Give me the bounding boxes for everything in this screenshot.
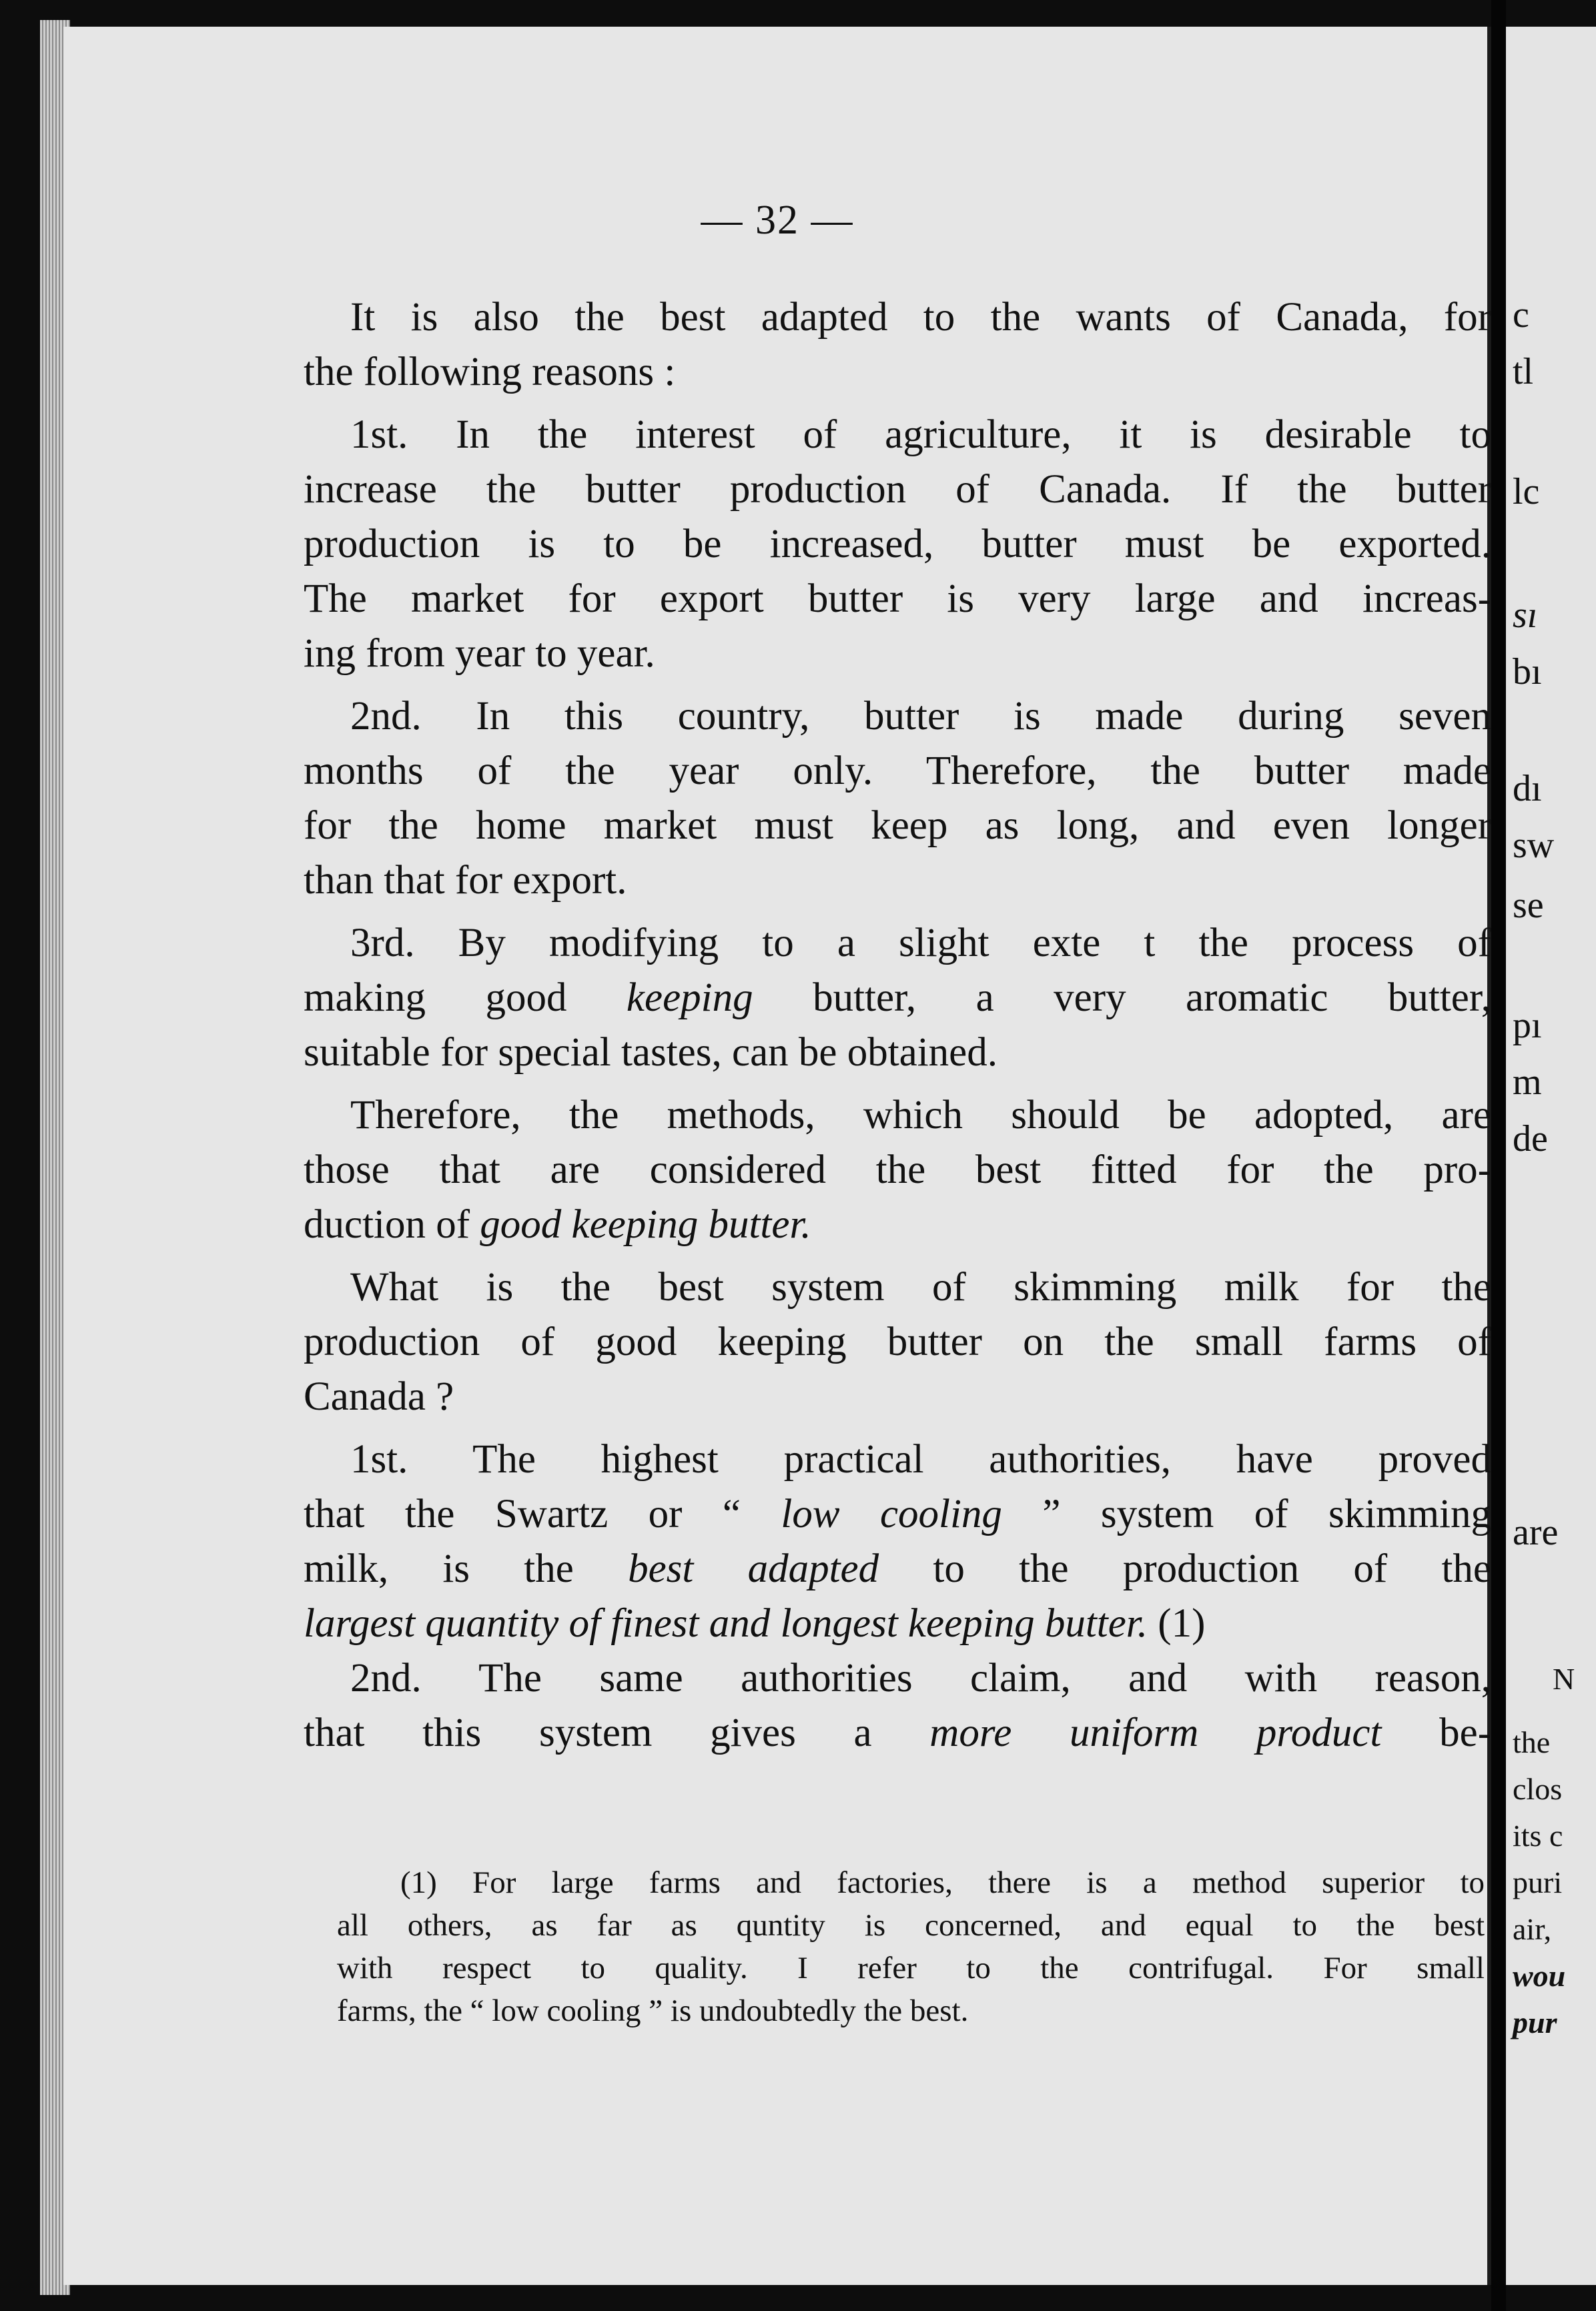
text-line: suitable for special tastes, can be obtained.	[304, 1030, 998, 1075]
italic-text: largest quantity of finest and longest keeping butter.	[304, 1601, 1148, 1646]
text-line: 2nd. In this country, butter is made during seven	[350, 694, 1491, 739]
text-line: 3rd. By modifying to a slight exte t the process of	[350, 921, 1491, 965]
fragment-text: bı	[1513, 651, 1542, 692]
fragment-text: m	[1513, 1061, 1542, 1103]
paragraph-2	[304, 408, 1491, 681]
text-line: months of the year only. Therefore, the butter made	[304, 749, 1491, 793]
text-line: production of good keeping butter on the small farms of	[304, 1320, 1491, 1364]
fragment-text: sw	[1513, 825, 1555, 866]
text-line: increase the butter production of Canada. If the butter	[304, 467, 1491, 512]
fragment-text: its c	[1513, 1819, 1563, 1853]
text-line: ing from year to year.	[304, 631, 655, 676]
text-line: Canada ?	[304, 1374, 454, 1419]
paragraph-5	[304, 1088, 1491, 1252]
text-line: production is to be increased, butter must be exported.	[304, 522, 1491, 566]
paragraph-6	[304, 1260, 1491, 1424]
text-line: What is the best system of skimming milk for the	[350, 1265, 1491, 1310]
paragraph-1	[304, 290, 1491, 400]
footnote-line: with respect to quality. I refer to the contrifugal. For small	[337, 1951, 1485, 1985]
footnote	[337, 1861, 1485, 2032]
fragment-text: lc	[1513, 471, 1540, 512]
paragraph-7	[304, 1432, 1491, 1651]
text-line: milk, is the best adapted to the production of the	[304, 1546, 1491, 1591]
fragment-text: pur	[1513, 2005, 1557, 2039]
fragment-text: pı	[1513, 1005, 1542, 1046]
text-line: the following reasons :	[304, 350, 676, 394]
text-line: largest quantity of finest and longest keeping butter. (1)	[304, 1601, 1206, 1646]
text-line: The market for export butter is very large and increas-	[304, 576, 1491, 621]
footnote-line: all others, as far as quntity is concerned, and equal to the best	[337, 1908, 1485, 1943]
italic-text: best adapted	[628, 1546, 879, 1591]
footnote-line: farms, the “ low cooling ” is undoubtedly the best.	[337, 1993, 969, 2028]
fragment-text: puri	[1513, 1865, 1563, 1899]
body-text	[304, 290, 1491, 1761]
text-line: those that are considered the best fitted for the pro-	[304, 1147, 1491, 1192]
fragment-text: de	[1513, 1118, 1548, 1160]
text-line: that this system gives a more uniform product be-	[304, 1711, 1492, 1755]
italic-text: good keeping butter.	[480, 1202, 811, 1247]
footnote-line: (1) For large farms and factories, there is a method superior to	[400, 1865, 1485, 1900]
text-line: duction of good keeping butter.	[304, 1202, 811, 1247]
fragment-text: tl	[1513, 351, 1534, 392]
right-page-fragment	[1506, 27, 1596, 2285]
text-line: It is also the best adapted to the wants of Canada, for	[350, 295, 1491, 340]
fragment-text: N	[1553, 1662, 1575, 1696]
text-line: for the home market must keep as long, and even longer	[304, 803, 1491, 848]
paragraph-3	[304, 689, 1491, 908]
book-gutter	[1491, 0, 1506, 2311]
fragment-text: clos	[1513, 1772, 1563, 1806]
text-line: 1st. In the interest of agriculture, it is desirable to	[350, 412, 1491, 457]
fragment-text: the	[1513, 1725, 1551, 1759]
fragment-text: c	[1513, 294, 1529, 336]
fragment-text: wou	[1513, 1959, 1566, 1993]
fragment-text: se	[1513, 885, 1544, 926]
page-number: — 32 —	[701, 197, 854, 243]
paragraph-4	[304, 916, 1491, 1080]
fragment-text: are	[1513, 1512, 1559, 1553]
fragment-text: air,	[1513, 1912, 1552, 1946]
italic-text: low cooling	[781, 1492, 1002, 1536]
paragraph-8	[304, 1651, 1491, 1761]
fragment-text: dı	[1513, 768, 1542, 809]
left-page	[63, 27, 1491, 2285]
text-line: 1st. The highest practical authorities, have proved	[350, 1437, 1491, 1482]
text-line: 2nd. The same authorities claim, and with reason,	[350, 1656, 1491, 1701]
text-line: that the Swartz or “ low cooling ” system of skimming	[304, 1492, 1491, 1536]
fragment-text: sı	[1513, 594, 1538, 636]
text-line: Therefore, the methods, which should be adopted, are	[350, 1093, 1491, 1137]
text-line: than that for export.	[304, 858, 627, 903]
text-line: making good keeping butter, a very aromatic butter,	[304, 975, 1491, 1020]
italic-text: keeping	[626, 975, 753, 1020]
italic-text: more uniform product	[929, 1711, 1382, 1755]
